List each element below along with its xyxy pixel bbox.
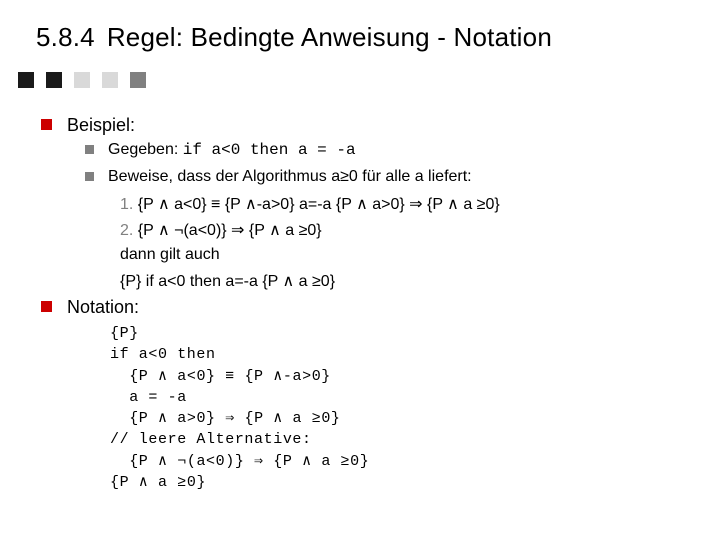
bullet-beweise [108,168,472,186]
red-square-bullet-icon [41,301,52,312]
code-line: {P ∧ ¬(a<0)} ⇒ {P ∧ a ≥0} [110,452,370,470]
gray-square-bullet-icon [85,145,94,154]
step-number: 2. [120,222,134,239]
gray-square-bullet-icon [85,172,94,181]
step-1 [120,194,500,214]
header-square [102,72,118,88]
bullet-label: Notation: [67,297,140,317]
title-text: Regel: Bedingte Anweisung - Notation [106,22,552,52]
step-text-part: {P ∧ ¬ [137,222,184,239]
code-line: if a<0 then [110,346,216,364]
header-square [46,72,62,88]
code-line: {P ∧ a>0} ⇒ {P ∧ a ≥0} [110,410,341,428]
step-text: {P ∧ a<0} ≡ {P ∧-a>0} a=-a {P ∧ a>0} ⇒ {P ∧ a ≥0} [137,196,500,213]
gegeben-label: Gegeben: [108,141,179,158]
bullet-gegeben [108,141,356,159]
notation-code-block [110,323,369,493]
step-text-part: (a<0)} ⇒ {P ∧ a ≥0} [183,222,322,239]
header-square [18,72,34,88]
dann-line [120,246,220,264]
conclusion-text: {P} if a<0 then a=-a {P ∧ a ≥0} [120,273,336,290]
bullet-label: Beispiel: [67,115,136,135]
bullet-beispiel [67,115,135,136]
code-line: {P ∧ a ≥0} [110,474,207,492]
header-square [74,72,90,88]
beweise-text: Beweise, dass der Algorithmus a≥0 für alle a liefert: [108,168,472,185]
slide-title [36,22,552,53]
code-line: a = -a [110,388,187,406]
bullet-notation [67,297,139,318]
header-square [130,72,146,88]
code-line: // leere Alternative: [110,431,312,449]
code-line: {P} [110,325,139,342]
red-square-bullet-icon [41,119,52,130]
section-number: 5.8.4 [36,22,95,52]
step-number: 1. [120,196,134,213]
code-line: {P ∧ a<0} ≡ {P ∧-a>0} [110,367,331,385]
conclusion-line [120,271,335,291]
header-squares [18,72,146,88]
dann-text: dann gilt auch [120,246,220,263]
step-2 [120,220,322,240]
gegeben-code: if a<0 then a = -a [182,141,356,159]
